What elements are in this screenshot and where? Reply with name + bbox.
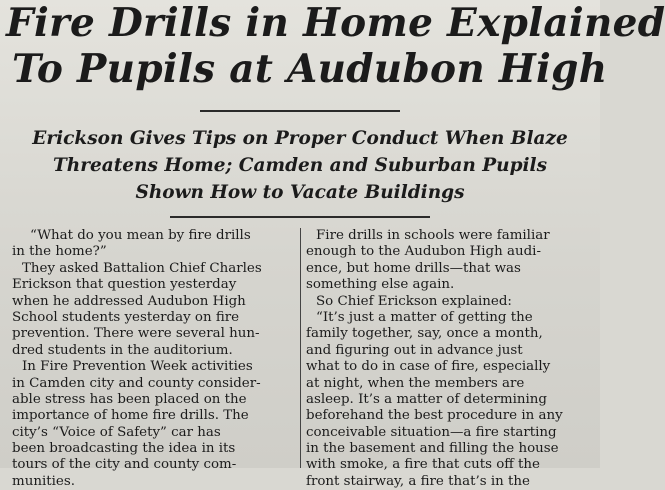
article-line: “What do you mean by fire drills <box>30 228 251 243</box>
article-line: importance of home fire drills. The <box>12 408 249 424</box>
article-line: In Fire Prevention Week activities <box>22 359 253 375</box>
article-line: School students yesterday on fire <box>12 309 240 325</box>
article-line: dred students in the auditorium. <box>12 342 233 358</box>
article-line: munities. <box>12 473 75 489</box>
article-line: what to do in case of fire, especially <box>306 359 551 375</box>
column-divider <box>300 228 301 468</box>
headline-rule <box>200 110 400 112</box>
article-line: front stairway, a fire that’s in the <box>306 473 530 489</box>
article-line: asleep. It’s a matter of determining <box>306 391 547 407</box>
deck-line-3: Shown How to Vacate Buildings <box>135 182 465 203</box>
article-line: when he addressed Audubon High <box>12 293 246 309</box>
deck-line-1: Erickson Gives Tips on Proper Conduct When Blaze <box>32 128 568 149</box>
article-line: in Camden city and county consider- <box>12 375 261 391</box>
article-line: tours of the city and county com- <box>12 457 237 473</box>
article-line: with smoke, a fire that cuts off the <box>306 457 540 473</box>
headline-line-1: Fire Drills in Home Explained <box>6 0 665 46</box>
article-line: city’s “Voice of Safety” car has <box>12 424 221 440</box>
article-line: So Chief Erickson explained: <box>316 293 512 309</box>
article-line: beforehand the best procedure in any <box>306 408 563 424</box>
article-line: something else again. <box>306 277 455 293</box>
article-line: “It’s just a matter of getting the <box>316 309 533 325</box>
article-line: been broadcasting the idea in its <box>12 441 236 457</box>
article-line: family together, say, once a month, <box>306 326 543 342</box>
deck-line-2: Threatens Home; Camden and Suburban Pupils <box>53 155 547 176</box>
article-line: able stress has been placed on the <box>12 391 247 407</box>
article-line: and figuring out in advance just <box>306 342 523 358</box>
article-line: conceivable situation—a fire starting <box>306 424 557 440</box>
article-line: Fire drills in schools were familiar <box>316 228 550 243</box>
headline-line-2: To Pupils at Audubon High <box>12 46 608 92</box>
article-column-left <box>12 228 296 490</box>
article-line: Erickson that question yesterday <box>12 277 237 293</box>
article-line: They asked Battalion Chief Charles <box>22 260 262 276</box>
article-line: enough to the Audubon High audi- <box>306 244 541 260</box>
article-line: in the home?” <box>12 244 107 260</box>
article-line: ence, but home drills—that was <box>306 260 521 276</box>
article-line: in the basement and filling the house <box>306 441 559 457</box>
article-line: at night, when the members are <box>306 375 525 391</box>
article-column-right <box>306 228 596 490</box>
article-line: prevention. There were several hun- <box>12 326 260 342</box>
deck-rule <box>170 216 430 218</box>
